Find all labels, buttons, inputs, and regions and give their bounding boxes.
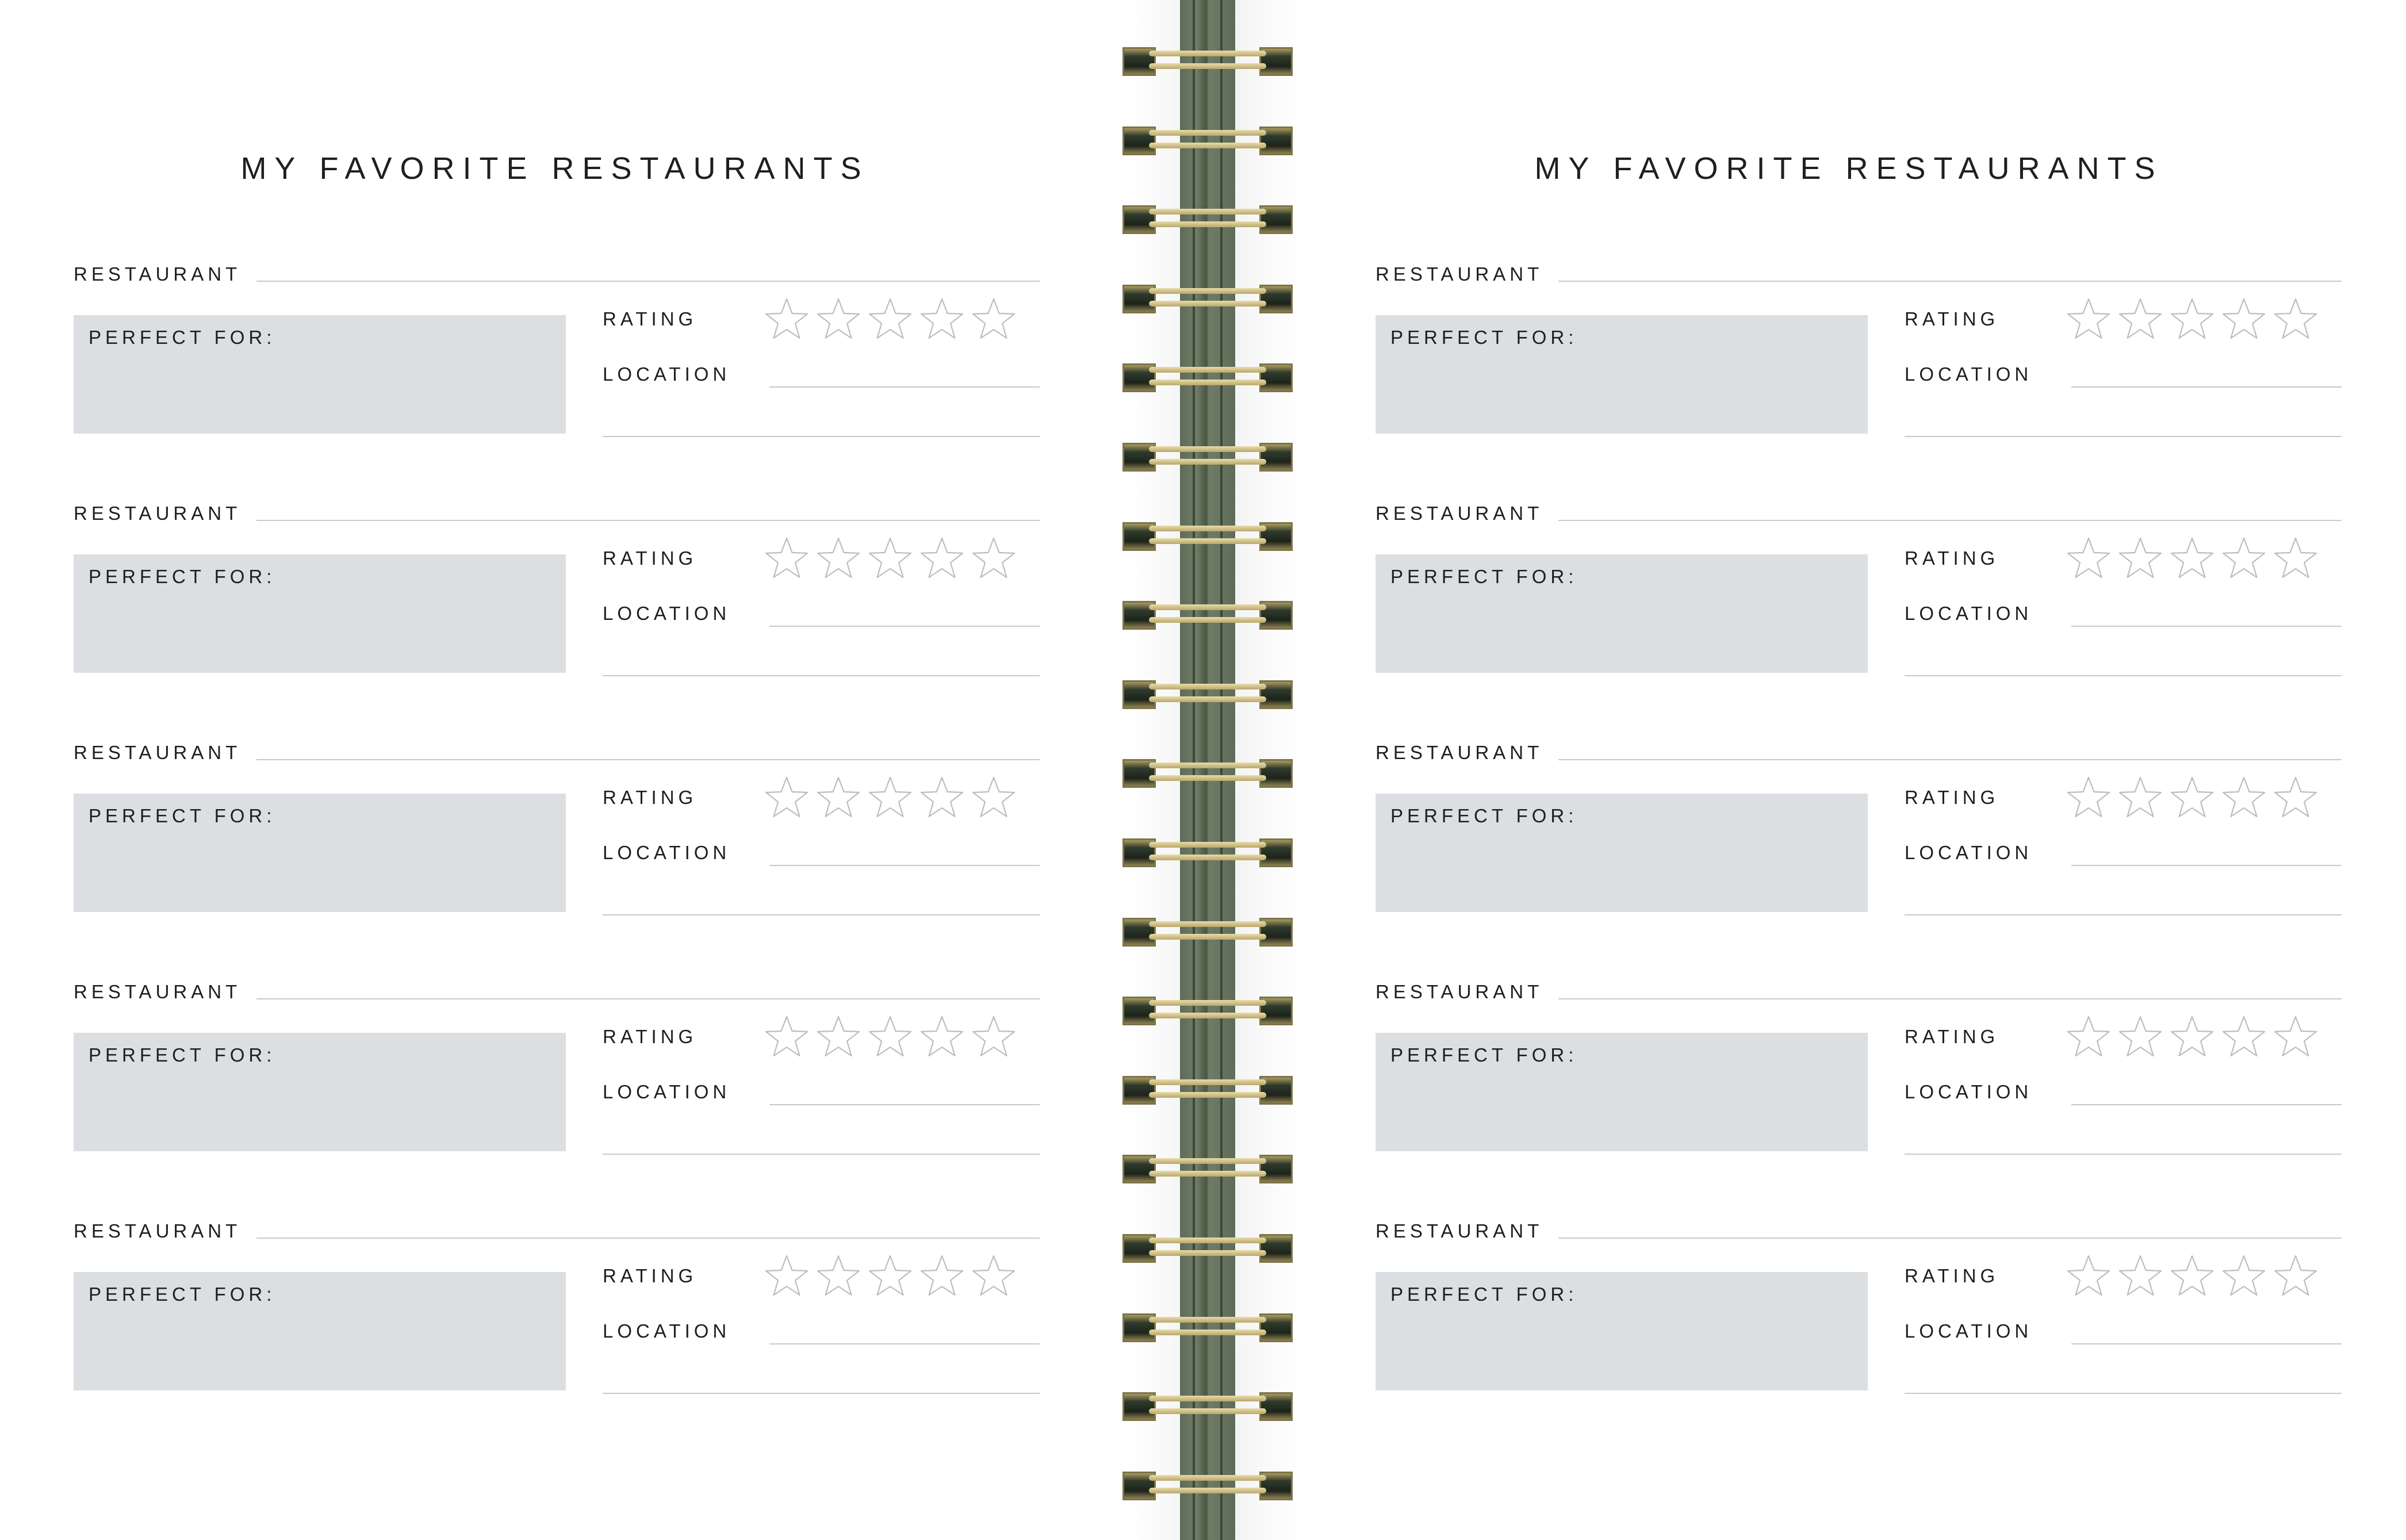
- restaurant-name-field[interactable]: [256, 1238, 1040, 1239]
- rating-label: RATING: [1905, 1265, 1999, 1286]
- restaurant-label: RESTAURANT: [1376, 981, 1543, 1002]
- star-outline-icon[interactable]: [763, 1013, 811, 1062]
- star-outline-icon[interactable]: [814, 535, 863, 583]
- spiral-ring: [1122, 1074, 1293, 1104]
- location-field[interactable]: [2071, 626, 2342, 627]
- rating-stars: [2064, 296, 2320, 344]
- perfect-for-box[interactable]: [1376, 1272, 1868, 1390]
- location-field[interactable]: [769, 865, 1040, 866]
- spiral-ring: [1122, 1469, 1293, 1499]
- location-label: LOCATION: [603, 603, 731, 624]
- restaurant-entry: [74, 263, 1040, 453]
- star-outline-icon[interactable]: [814, 1013, 863, 1062]
- rating-stars: [763, 535, 1018, 583]
- perfect-for-label: PERFECT FOR:: [89, 805, 276, 826]
- restaurant-name-field[interactable]: [1558, 281, 2342, 282]
- extra-note-line[interactable]: [1905, 914, 2342, 915]
- spiral-ring: [1122, 915, 1293, 945]
- star-outline-icon[interactable]: [2220, 535, 2268, 583]
- restaurant-label: RESTAURANT: [1376, 1220, 1543, 1242]
- restaurant-name-field[interactable]: [256, 759, 1040, 760]
- perfect-for-label: PERFECT FOR:: [89, 566, 276, 587]
- star-outline-icon[interactable]: [2116, 1013, 2164, 1062]
- star-outline-icon[interactable]: [866, 1252, 914, 1301]
- extra-note-line[interactable]: [1905, 436, 2342, 437]
- star-outline-icon[interactable]: [2116, 296, 2164, 344]
- star-outline-icon[interactable]: [2064, 296, 2113, 344]
- rating-label: RATING: [1905, 1026, 1999, 1047]
- restaurant-name-field[interactable]: [1558, 520, 2342, 521]
- restaurant-entry: [74, 742, 1040, 932]
- star-outline-icon[interactable]: [2168, 296, 2216, 344]
- location-field[interactable]: [2071, 865, 2342, 866]
- location-label: LOCATION: [603, 842, 731, 863]
- star-outline-icon[interactable]: [763, 1252, 811, 1301]
- spiral-ring: [1122, 520, 1293, 550]
- restaurant-entry: [74, 1220, 1040, 1410]
- star-outline-icon[interactable]: [866, 774, 914, 822]
- restaurant-entry: [1376, 981, 2342, 1171]
- star-outline-icon[interactable]: [2271, 1252, 2320, 1301]
- restaurant-label: RESTAURANT: [1376, 263, 1543, 285]
- restaurant-entry: [1376, 1220, 2342, 1410]
- rating-stars: [763, 774, 1018, 822]
- star-outline-icon[interactable]: [2116, 1252, 2164, 1301]
- perfect-for-label: PERFECT FOR:: [1390, 327, 1578, 348]
- star-outline-icon[interactable]: [918, 1013, 966, 1062]
- perfect-for-label: PERFECT FOR:: [1390, 1044, 1578, 1066]
- perfect-for-label: PERFECT FOR:: [89, 1044, 276, 1066]
- restaurant-entry: [74, 503, 1040, 692]
- restaurant-label: RESTAURANT: [74, 742, 242, 763]
- star-outline-icon[interactable]: [814, 1252, 863, 1301]
- rating-label: RATING: [603, 1265, 698, 1286]
- star-outline-icon[interactable]: [866, 1013, 914, 1062]
- rating-stars: [763, 1252, 1018, 1301]
- perfect-for-box[interactable]: [74, 554, 566, 673]
- restaurant-name-field[interactable]: [256, 520, 1040, 521]
- restaurant-label: RESTAURANT: [1376, 742, 1543, 763]
- location-label: LOCATION: [1905, 603, 2033, 624]
- star-outline-icon[interactable]: [2116, 774, 2164, 822]
- rating-stars: [2064, 1252, 2320, 1301]
- location-label: LOCATION: [603, 1320, 731, 1342]
- extra-note-line[interactable]: [1905, 1393, 2342, 1394]
- spiral-ring: [1122, 994, 1293, 1024]
- restaurant-name-field[interactable]: [1558, 998, 2342, 999]
- star-outline-icon[interactable]: [2271, 296, 2320, 344]
- spiral-ring: [1122, 282, 1293, 312]
- spiral-ring: [1122, 203, 1293, 233]
- rating-stars: [763, 296, 1018, 344]
- restaurant-entry: [74, 981, 1040, 1171]
- star-outline-icon[interactable]: [2168, 535, 2216, 583]
- spiral-ring: [1122, 361, 1293, 391]
- extra-note-line[interactable]: [603, 675, 1040, 676]
- location-label: LOCATION: [1905, 1081, 2033, 1102]
- location-field[interactable]: [2071, 1343, 2342, 1344]
- star-outline-icon[interactable]: [2220, 774, 2268, 822]
- restaurant-label: RESTAURANT: [74, 263, 242, 285]
- perfect-for-box[interactable]: [74, 1272, 566, 1390]
- spiral-ring: [1122, 124, 1293, 154]
- star-outline-icon[interactable]: [918, 1252, 966, 1301]
- perfect-for-box[interactable]: [74, 315, 566, 434]
- star-outline-icon[interactable]: [918, 774, 966, 822]
- page-title: MY FAVORITE RESTAURANTS: [1534, 151, 2163, 186]
- restaurant-name-field[interactable]: [1558, 1238, 2342, 1239]
- star-outline-icon[interactable]: [2220, 1013, 2268, 1062]
- location-field[interactable]: [2071, 1104, 2342, 1105]
- perfect-for-box[interactable]: [1376, 554, 1868, 673]
- extra-note-line[interactable]: [1905, 1154, 2342, 1155]
- extra-note-line[interactable]: [603, 436, 1040, 437]
- spiral-ring: [1122, 1311, 1293, 1341]
- restaurant-label: RESTAURANT: [74, 981, 242, 1002]
- location-field[interactable]: [769, 626, 1040, 627]
- spiral-ring: [1122, 1152, 1293, 1182]
- rating-label: RATING: [1905, 787, 1999, 808]
- rating-label: RATING: [1905, 547, 1999, 569]
- restaurant-label: RESTAURANT: [74, 503, 242, 524]
- location-field[interactable]: [769, 1343, 1040, 1344]
- star-outline-icon[interactable]: [2271, 774, 2320, 822]
- star-outline-icon[interactable]: [763, 296, 811, 344]
- star-outline-icon[interactable]: [970, 535, 1018, 583]
- left-page: [0, 0, 1127, 1540]
- perfect-for-label: PERFECT FOR:: [89, 1284, 276, 1305]
- restaurant-name-field[interactable]: [256, 281, 1040, 282]
- perfect-for-label: PERFECT FOR:: [1390, 566, 1578, 587]
- location-label: LOCATION: [603, 363, 731, 385]
- star-outline-icon[interactable]: [814, 774, 863, 822]
- restaurant-entry: [1376, 503, 2342, 692]
- extra-note-line[interactable]: [603, 914, 1040, 915]
- restaurant-entry: [1376, 263, 2342, 453]
- spiral-ring: [1122, 1232, 1293, 1262]
- restaurant-label: RESTAURANT: [1376, 503, 1543, 524]
- star-outline-icon[interactable]: [2220, 296, 2268, 344]
- star-outline-icon[interactable]: [970, 1252, 1018, 1301]
- perfect-for-box[interactable]: [74, 1033, 566, 1151]
- spiral-ring: [1122, 599, 1293, 629]
- star-outline-icon[interactable]: [918, 296, 966, 344]
- restaurant-entry: [1376, 742, 2342, 932]
- star-outline-icon[interactable]: [814, 296, 863, 344]
- rating-stars: [2064, 535, 2320, 583]
- star-outline-icon[interactable]: [866, 535, 914, 583]
- star-outline-icon[interactable]: [2168, 1252, 2216, 1301]
- star-outline-icon[interactable]: [2220, 1252, 2268, 1301]
- location-label: LOCATION: [1905, 1320, 2033, 1342]
- perfect-for-box[interactable]: [74, 794, 566, 912]
- star-outline-icon[interactable]: [763, 774, 811, 822]
- star-outline-icon[interactable]: [970, 1013, 1018, 1062]
- location-label: LOCATION: [1905, 363, 2033, 385]
- star-outline-icon[interactable]: [2168, 774, 2216, 822]
- perfect-for-box[interactable]: [1376, 794, 1868, 912]
- location-field[interactable]: [769, 386, 1040, 388]
- spiral-ring: [1122, 836, 1293, 866]
- location-label: LOCATION: [1905, 842, 2033, 863]
- spiral-ring: [1122, 757, 1293, 787]
- perfect-for-label: PERFECT FOR:: [1390, 805, 1578, 826]
- restaurant-label: RESTAURANT: [74, 1220, 242, 1242]
- star-outline-icon[interactable]: [970, 296, 1018, 344]
- star-outline-icon[interactable]: [2168, 1013, 2216, 1062]
- star-outline-icon[interactable]: [918, 535, 966, 583]
- star-outline-icon[interactable]: [2116, 535, 2164, 583]
- rating-label: RATING: [603, 547, 698, 569]
- rating-stars: [763, 1013, 1018, 1062]
- page-title: MY FAVORITE RESTAURANTS: [240, 151, 869, 186]
- location-label: LOCATION: [603, 1081, 731, 1102]
- rating-label: RATING: [603, 1026, 698, 1047]
- spiral-ring: [1122, 1390, 1293, 1420]
- star-outline-icon[interactable]: [970, 774, 1018, 822]
- restaurant-name-field[interactable]: [256, 998, 1040, 999]
- extra-note-line[interactable]: [603, 1393, 1040, 1394]
- right-page: [1300, 0, 2406, 1540]
- rating-stars: [2064, 1013, 2320, 1062]
- star-outline-icon[interactable]: [2064, 1252, 2113, 1301]
- perfect-for-box[interactable]: [1376, 315, 1868, 434]
- perfect-for-label: PERFECT FOR:: [89, 327, 276, 348]
- extra-note-line[interactable]: [603, 1154, 1040, 1155]
- spiral-ring: [1122, 678, 1293, 708]
- location-field[interactable]: [2071, 386, 2342, 388]
- location-field[interactable]: [769, 1104, 1040, 1105]
- star-outline-icon[interactable]: [2064, 774, 2113, 822]
- perfect-for-box[interactable]: [1376, 1033, 1868, 1151]
- rating-label: RATING: [1905, 308, 1999, 330]
- star-outline-icon[interactable]: [2271, 1013, 2320, 1062]
- spiral-ring: [1122, 45, 1293, 75]
- star-outline-icon[interactable]: [2271, 535, 2320, 583]
- restaurant-name-field[interactable]: [1558, 759, 2342, 760]
- star-outline-icon[interactable]: [2064, 1013, 2113, 1062]
- extra-note-line[interactable]: [1905, 675, 2342, 676]
- spiral-ring: [1122, 440, 1293, 470]
- star-outline-icon[interactable]: [2064, 535, 2113, 583]
- star-outline-icon[interactable]: [763, 535, 811, 583]
- rating-stars: [2064, 774, 2320, 822]
- rating-label: RATING: [603, 308, 698, 330]
- star-outline-icon[interactable]: [866, 296, 914, 344]
- rating-label: RATING: [603, 787, 698, 808]
- perfect-for-label: PERFECT FOR:: [1390, 1284, 1578, 1305]
